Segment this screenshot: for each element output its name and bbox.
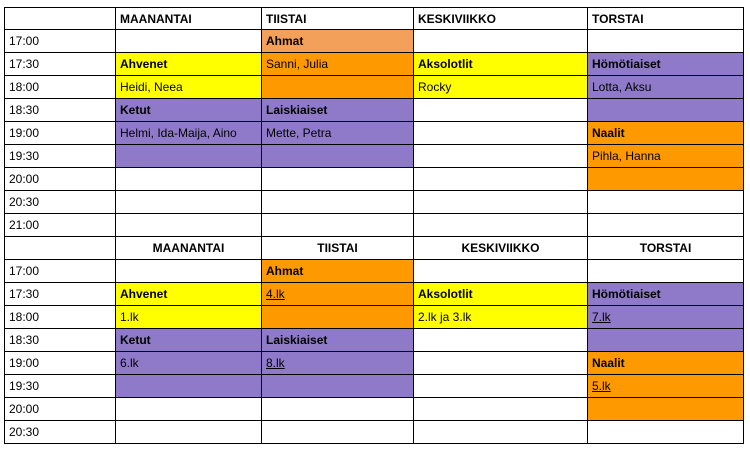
table-cell[interactable] <box>414 191 588 214</box>
header-row <box>4 7 744 30</box>
time-cell[interactable]: 18:00 <box>4 76 116 99</box>
time-cell[interactable]: 20:30 <box>4 421 116 444</box>
table-cell[interactable] <box>588 329 744 352</box>
table-cell[interactable] <box>116 421 262 444</box>
table-row <box>4 352 744 375</box>
table-cell[interactable] <box>414 421 588 444</box>
table-row <box>4 30 744 53</box>
group-name-cell[interactable]: Hömötiaiset <box>588 53 744 76</box>
table-cell[interactable] <box>414 168 588 191</box>
members-cell[interactable]: Sanni, Julia <box>262 53 414 76</box>
time-cell[interactable]: 18:00 <box>4 306 116 329</box>
table-cell[interactable] <box>414 145 588 168</box>
time-cell[interactable]: 19:30 <box>4 375 116 398</box>
group-name-cell[interactable]: Ahvenet <box>116 53 262 76</box>
group-name-cell[interactable]: Laiskiaiset <box>262 99 414 122</box>
day-header-wednesday[interactable]: KESKIVIIKKO <box>414 7 588 30</box>
corner-cell[interactable] <box>4 237 116 260</box>
group-name-cell[interactable]: Aksolotlit <box>414 283 588 306</box>
table-row <box>4 76 744 99</box>
grade-link[interactable]: 4.lk <box>262 283 414 306</box>
schedule-sheet <box>4 7 744 444</box>
group-name-cell[interactable]: Aksolotlit <box>414 53 588 76</box>
day-header-tuesday[interactable]: TIISTAI <box>262 237 414 260</box>
time-cell[interactable]: 19:00 <box>4 122 116 145</box>
table-cell[interactable] <box>262 191 414 214</box>
table-cell[interactable] <box>116 145 262 168</box>
table-cell[interactable] <box>414 329 588 352</box>
table-row <box>4 375 744 398</box>
time-cell[interactable]: 20:30 <box>4 191 116 214</box>
day-header-wednesday[interactable]: KESKIVIIKKO <box>414 237 588 260</box>
table-cell[interactable] <box>588 168 744 191</box>
table-cell[interactable] <box>116 260 262 283</box>
table-cell[interactable] <box>262 76 414 99</box>
table-row <box>4 145 744 168</box>
table-cell[interactable] <box>414 30 588 53</box>
table-cell[interactable] <box>262 375 414 398</box>
table-row <box>4 421 744 444</box>
table-cell[interactable] <box>262 145 414 168</box>
time-cell[interactable]: 20:00 <box>4 398 116 421</box>
group-name-cell[interactable]: Ahmat <box>262 260 414 283</box>
grade-link[interactable]: 7.lk <box>588 306 744 329</box>
corner-cell[interactable] <box>4 7 116 30</box>
table-cell[interactable] <box>116 375 262 398</box>
grade-link[interactable]: 8.lk <box>262 352 414 375</box>
header-row <box>4 237 744 260</box>
time-cell[interactable]: 17:30 <box>4 283 116 306</box>
table-cell[interactable] <box>116 191 262 214</box>
table-cell[interactable] <box>262 398 414 421</box>
time-cell[interactable]: 17:00 <box>4 30 116 53</box>
members-cell[interactable]: Lotta, Aksu <box>588 76 744 99</box>
table-row <box>4 191 744 214</box>
table-row <box>4 214 744 237</box>
day-header-tuesday[interactable]: TIISTAI <box>262 7 414 30</box>
table-row <box>4 306 744 329</box>
table-cell[interactable] <box>116 398 262 421</box>
members-cell[interactable]: Heidi, Neea <box>116 76 262 99</box>
table-row <box>4 53 744 76</box>
table-cell[interactable] <box>414 352 588 375</box>
table-row <box>4 329 744 352</box>
grade-cell[interactable]: 2.lk ja 3.lk <box>414 306 588 329</box>
group-name-cell[interactable]: Naalit <box>588 122 744 145</box>
table-cell[interactable] <box>414 375 588 398</box>
table-row <box>4 260 744 283</box>
table-cell[interactable] <box>588 398 744 421</box>
table-cell[interactable] <box>588 30 744 53</box>
table-cell[interactable] <box>588 214 744 237</box>
table-cell[interactable] <box>116 30 262 53</box>
time-cell[interactable]: 17:00 <box>4 260 116 283</box>
grade-link[interactable]: 5.lk <box>588 375 744 398</box>
table-cell[interactable] <box>116 214 262 237</box>
table-row <box>4 398 744 421</box>
day-header-thursday[interactable]: TORSTAI <box>588 237 744 260</box>
table-cell[interactable] <box>588 260 744 283</box>
members-cell[interactable]: Rocky <box>414 76 588 99</box>
group-name-cell[interactable]: Ketut <box>116 329 262 352</box>
table-cell[interactable] <box>414 214 588 237</box>
group-name-cell[interactable]: Ahmat <box>262 30 414 53</box>
time-cell[interactable]: 19:00 <box>4 352 116 375</box>
table-cell[interactable] <box>588 99 744 122</box>
members-cell[interactable]: Pihla, Hanna <box>588 145 744 168</box>
table-cell[interactable] <box>262 214 414 237</box>
group-name-cell[interactable]: Naalit <box>588 352 744 375</box>
table-cell[interactable] <box>414 398 588 421</box>
table-cell[interactable] <box>588 421 744 444</box>
table-cell[interactable] <box>588 191 744 214</box>
day-header-monday[interactable]: MAANANTAI <box>116 237 262 260</box>
table-cell[interactable] <box>262 306 414 329</box>
table-cell[interactable] <box>116 168 262 191</box>
table-row <box>4 122 744 145</box>
table-row <box>4 168 744 191</box>
time-cell[interactable]: 20:00 <box>4 168 116 191</box>
table-cell[interactable] <box>262 168 414 191</box>
time-cell[interactable]: 17:30 <box>4 53 116 76</box>
group-name-cell[interactable]: Hömötiaiset <box>588 283 744 306</box>
members-cell[interactable]: Helmi, Ida-Maija, Aino <box>116 122 262 145</box>
group-name-cell[interactable]: Ketut <box>116 99 262 122</box>
time-cell[interactable]: 18:30 <box>4 329 116 352</box>
grade-cell[interactable]: 6.lk <box>116 352 262 375</box>
table-row <box>4 283 744 306</box>
table-row <box>4 99 744 122</box>
table-cell[interactable] <box>414 99 588 122</box>
table-cell[interactable] <box>414 260 588 283</box>
day-header-monday[interactable]: MAANANTAI <box>116 7 262 30</box>
time-cell[interactable]: 19:30 <box>4 145 116 168</box>
table-cell[interactable] <box>262 421 414 444</box>
group-name-cell[interactable]: Laiskiaiset <box>262 329 414 352</box>
table-cell[interactable] <box>414 122 588 145</box>
grade-cell[interactable]: 1.lk <box>116 306 262 329</box>
day-header-thursday[interactable]: TORSTAI <box>588 7 744 30</box>
time-cell[interactable]: 21:00 <box>4 214 116 237</box>
members-cell[interactable]: Mette, Petra <box>262 122 414 145</box>
group-name-cell[interactable]: Ahvenet <box>116 283 262 306</box>
time-cell[interactable]: 18:30 <box>4 99 116 122</box>
